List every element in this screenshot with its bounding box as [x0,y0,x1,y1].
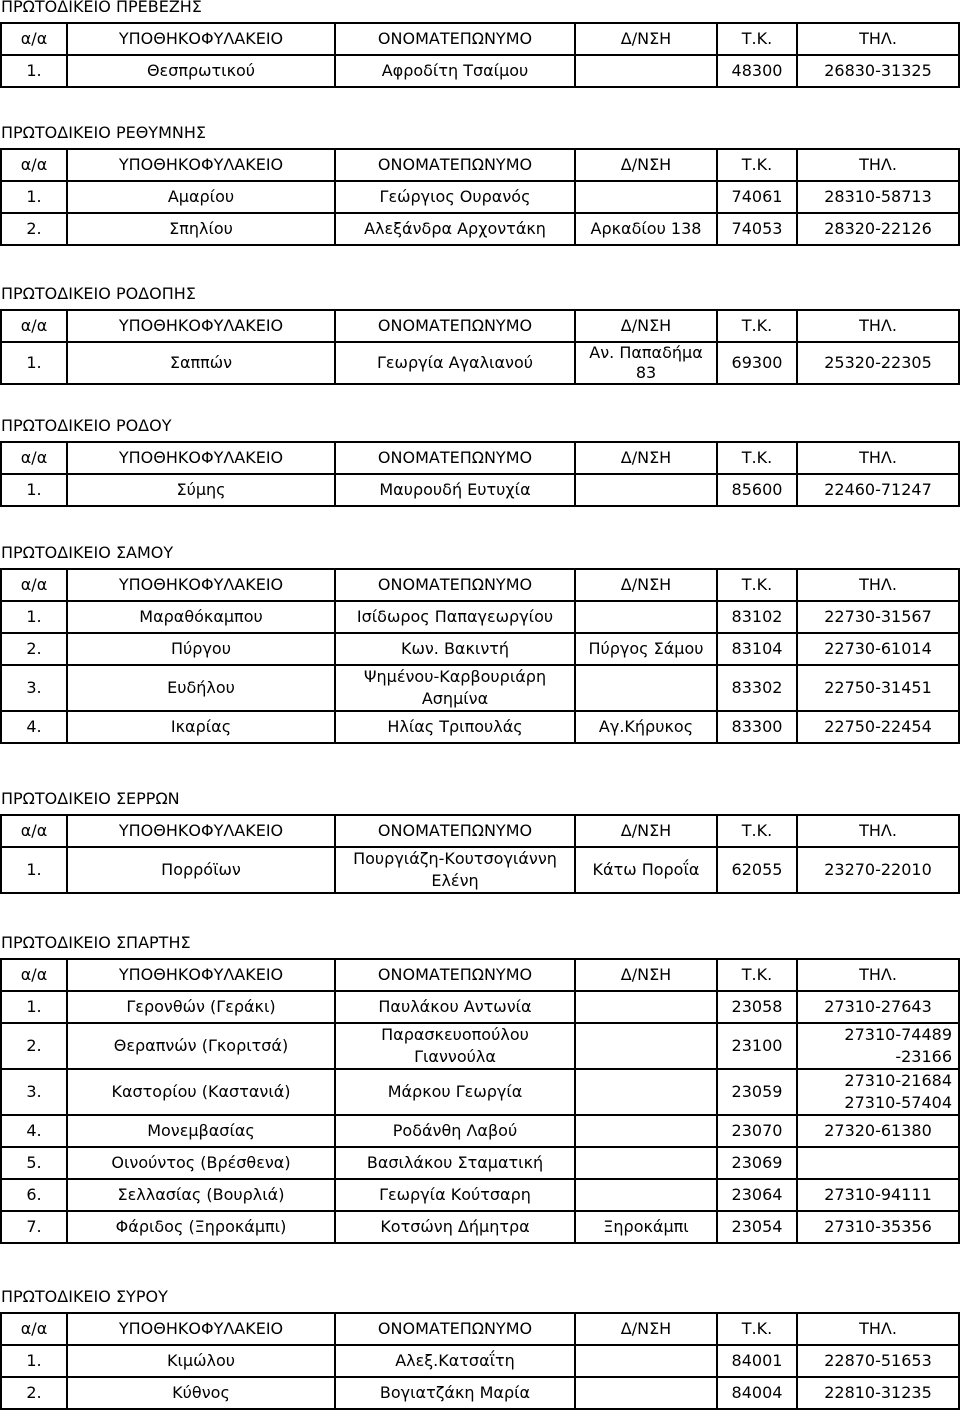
cell-num: 1. [1,55,67,87]
cell-name: Αλεξ.Κατσαΐτη [335,1345,575,1377]
cell-office: Πύργου [67,633,335,665]
cell-phone: 27310-74489 -23166 [797,1023,959,1069]
registry-table [0,1312,960,1410]
cell-num: 2. [1,213,67,245]
cell-office: Φάριδος (Ξηροκάμπι) [67,1211,335,1243]
column-header-num: α/α [1,815,67,847]
column-header-name: ΟΝΟΜΑΤΕΠΩΝΥΜΟ [335,149,575,181]
cell-office: Ικαρίας [67,711,335,743]
cell-name: Παρασκευοπούλου Γιαννούλα [335,1023,575,1069]
table-row [1,711,959,743]
cell-postal: 83300 [717,711,797,743]
table-row [1,1147,959,1179]
column-header-name: ΟΝΟΜΑΤΕΠΩΝΥΜΟ [335,23,575,55]
cell-phone: 26830-31325 [797,55,959,87]
cell-name: Κοτσώνη Δήμητρα [335,1211,575,1243]
column-header-name: ΟΝΟΜΑΤΕΠΩΝΥΜΟ [335,569,575,601]
cell-office: Σαππών [67,342,335,384]
cell-name: Βογιατζάκη Μαρία [335,1377,575,1409]
column-header-postal: Τ.Κ. [717,23,797,55]
column-header-num: α/α [1,310,67,342]
column-header-address: Δ/ΝΣΗ [575,310,717,342]
column-header-name: ΟΝΟΜΑΤΕΠΩΝΥΜΟ [335,959,575,991]
cell-postal: 84004 [717,1377,797,1409]
column-header-address: Δ/ΝΣΗ [575,815,717,847]
column-header-postal: Τ.Κ. [717,1313,797,1345]
registry-table [0,22,960,88]
cell-phone: 22750-22454 [797,711,959,743]
table-header-row [1,1313,959,1345]
cell-num: 4. [1,711,67,743]
cell-phone [797,1147,959,1179]
cell-num: 1. [1,474,67,506]
cell-office: Μονεμβασίας [67,1115,335,1147]
cell-num: 7. [1,1211,67,1243]
cell-address: Αγ.Κήρυκος [575,711,717,743]
cell-office: Καστορίου (Καστανιά) [67,1069,335,1115]
cell-office: Ευδήλου [67,665,335,711]
cell-address [575,665,717,711]
column-header-name: ΟΝΟΜΑΤΕΠΩΝΥΜΟ [335,310,575,342]
cell-num: 2. [1,633,67,665]
cell-office: Θεραπνών (Γκοριτσά) [67,1023,335,1069]
column-header-postal: Τ.Κ. [717,310,797,342]
section-title: ΠΡΩΤΟΔΙΚΕΙΟ ΣΠΑΡΤΗΣ [1,933,191,952]
cell-num: 3. [1,665,67,711]
column-header-phone: ΤΗΛ. [797,310,959,342]
table-row [1,991,959,1023]
column-header-address: Δ/ΝΣΗ [575,959,717,991]
cell-postal: 74061 [717,181,797,213]
column-header-phone: ΤΗΛ. [797,23,959,55]
column-header-num: α/α [1,149,67,181]
section-title: ΠΡΩΤΟΔΙΚΕΙΟ ΣΑΜΟΥ [1,543,174,562]
cell-postal: 85600 [717,474,797,506]
cell-num: 1. [1,1345,67,1377]
table-row [1,1345,959,1377]
table-header-row [1,815,959,847]
table-row [1,1179,959,1211]
column-header-postal: Τ.Κ. [717,442,797,474]
table-row [1,1377,959,1409]
cell-address [575,1345,717,1377]
column-header-phone: ΤΗΛ. [797,569,959,601]
cell-address: Αν. Παπαδήμα 83 [575,342,717,384]
cell-phone: 22870-51653 [797,1345,959,1377]
cell-num: 2. [1,1023,67,1069]
column-header-postal: Τ.Κ. [717,149,797,181]
cell-num: 6. [1,1179,67,1211]
cell-postal: 69300 [717,342,797,384]
cell-name: Πουργιάζη-Κουτσογιάννη Ελένη [335,847,575,893]
cell-address: Κάτω Πορoΐα [575,847,717,893]
table-row [1,474,959,506]
cell-num: 1. [1,991,67,1023]
cell-postal: 62055 [717,847,797,893]
cell-address [575,1147,717,1179]
section-title: ΠΡΩΤΟΔΙΚΕΙΟ ΡΕΘΥΜΝΗΣ [1,123,206,142]
column-header-address: Δ/ΝΣΗ [575,1313,717,1345]
column-header-num: α/α [1,1313,67,1345]
cell-office: Γερονθών (Γεράκι) [67,991,335,1023]
registry-table [0,148,960,246]
column-header-phone: ΤΗΛ. [797,442,959,474]
cell-address [575,474,717,506]
table-header-row [1,149,959,181]
cell-num: 2. [1,1377,67,1409]
cell-office: Σελλασίας (Βουρλιά) [67,1179,335,1211]
column-header-num: α/α [1,23,67,55]
cell-phone: 25320-22305 [797,342,959,384]
cell-office: Σύμης [67,474,335,506]
cell-phone: 28310-58713 [797,181,959,213]
registry-table [0,814,960,894]
cell-postal: 23059 [717,1069,797,1115]
column-header-postal: Τ.Κ. [717,569,797,601]
cell-name: Γεωργία Κούτσαρη [335,1179,575,1211]
cell-postal: 48300 [717,55,797,87]
table-row [1,213,959,245]
cell-name: Ισίδωρος Παπαγεωργίου [335,601,575,633]
cell-address [575,1179,717,1211]
cell-name: Κων. Βακιντή [335,633,575,665]
column-header-office: ΥΠΟΘΗΚΟΦΥΛΑΚΕΙΟ [67,310,335,342]
cell-num: 1. [1,342,67,384]
cell-postal: 23070 [717,1115,797,1147]
cell-address: Αρκαδίου 138 [575,213,717,245]
table-row [1,601,959,633]
cell-postal: 74053 [717,213,797,245]
cell-phone: 22730-61014 [797,633,959,665]
cell-postal: 83104 [717,633,797,665]
table-row [1,1115,959,1147]
table-header-row [1,23,959,55]
column-header-phone: ΤΗΛ. [797,149,959,181]
cell-address [575,991,717,1023]
table-header-row [1,569,959,601]
cell-phone: 22750-31451 [797,665,959,711]
cell-office: Αμαρίου [67,181,335,213]
column-header-name: ΟΝΟΜΑΤΕΠΩΝΥΜΟ [335,815,575,847]
cell-office: Πορρόϊων [67,847,335,893]
cell-address: Πύργος Σάμου [575,633,717,665]
table-header-row [1,310,959,342]
cell-phone: 22810-31235 [797,1377,959,1409]
table-row [1,342,959,384]
cell-office: Οινούντος (Βρέσθενα) [67,1147,335,1179]
cell-name: Γεωργία Αγαλιανού [335,342,575,384]
cell-num: 1. [1,181,67,213]
cell-name: Αλεξάνδρα Αρχοντάκη [335,213,575,245]
section-title: ΠΡΩΤΟΔΙΚΕΙΟ ΡΟΔΟΥ [1,416,172,435]
column-header-office: ΥΠΟΘΗΚΟΦΥΛΑΚΕΙΟ [67,442,335,474]
cell-office: Μαραθόκαμπου [67,601,335,633]
column-header-address: Δ/ΝΣΗ [575,149,717,181]
cell-name: Αφροδίτη Τσαίμου [335,55,575,87]
section-title: ΠΡΩΤΟΔΙΚΕΙΟ ΡΟΔΟΠΗΣ [1,284,196,303]
column-header-address: Δ/ΝΣΗ [575,569,717,601]
table-row [1,181,959,213]
cell-address: Ξηροκάμπι [575,1211,717,1243]
cell-address [575,55,717,87]
column-header-num: α/α [1,959,67,991]
cell-name: Μάρκου Γεωργία [335,1069,575,1115]
cell-postal: 23069 [717,1147,797,1179]
cell-phone: 22730-31567 [797,601,959,633]
column-header-name: ΟΝΟΜΑΤΕΠΩΝΥΜΟ [335,1313,575,1345]
section-title: ΠΡΩΤΟΔΙΚΕΙΟ ΣΕΡΡΩΝ [1,789,180,808]
registry-table [0,568,960,744]
cell-office: Κύθνος [67,1377,335,1409]
cell-phone: 28320-22126 [797,213,959,245]
cell-phone: 27310-27643 [797,991,959,1023]
table-row [1,1023,959,1069]
table-row [1,55,959,87]
cell-address [575,1377,717,1409]
column-header-phone: ΤΗΛ. [797,959,959,991]
column-header-office: ΥΠΟΘΗΚΟΦΥΛΑΚΕΙΟ [67,569,335,601]
cell-phone: 23270-22010 [797,847,959,893]
cell-postal: 23054 [717,1211,797,1243]
registry-table [0,309,960,385]
cell-name: Γεώργιος Ουρανός [335,181,575,213]
cell-postal: 23064 [717,1179,797,1211]
table-row [1,665,959,711]
table-row [1,1211,959,1243]
cell-postal: 83302 [717,665,797,711]
registry-table [0,441,960,507]
table-header-row [1,442,959,474]
cell-num: 3. [1,1069,67,1115]
cell-num: 1. [1,847,67,893]
section-title: ΠΡΩΤΟΔΙΚΕΙΟ ΣΥΡΟΥ [1,1287,168,1306]
cell-address [575,181,717,213]
cell-name: Παυλάκου Αντωνία [335,991,575,1023]
column-header-office: ΥΠΟΘΗΚΟΦΥΛΑΚΕΙΟ [67,959,335,991]
cell-num: 4. [1,1115,67,1147]
cell-phone: 27310-21684 27310-57404 [797,1069,959,1115]
cell-address [575,1069,717,1115]
cell-name: Ροδάνθη Λαβού [335,1115,575,1147]
column-header-phone: ΤΗΛ. [797,815,959,847]
column-header-office: ΥΠΟΘΗΚΟΦΥΛΑΚΕΙΟ [67,23,335,55]
column-header-phone: ΤΗΛ. [797,1313,959,1345]
cell-address [575,1115,717,1147]
column-header-office: ΥΠΟΘΗΚΟΦΥΛΑΚΕΙΟ [67,1313,335,1345]
cell-phone: 27310-35356 [797,1211,959,1243]
cell-office: Κιμώλου [67,1345,335,1377]
section-title: ΠΡΩΤΟΔΙΚΕΙΟ ΠΡΕΒΕΖΗΣ [1,0,202,16]
cell-phone: 27310-94111 [797,1179,959,1211]
cell-postal: 23058 [717,991,797,1023]
cell-office: Θεσπρωτικού [67,55,335,87]
cell-phone: 27320-61380 [797,1115,959,1147]
table-row [1,633,959,665]
cell-name: Μαυρουδή Ευτυχία [335,474,575,506]
registry-table [0,958,960,1244]
column-header-num: α/α [1,442,67,474]
cell-postal: 23100 [717,1023,797,1069]
cell-address [575,1023,717,1069]
column-header-num: α/α [1,569,67,601]
cell-name: Ψημένου-Καρβουριάρη Ασημίνα [335,665,575,711]
column-header-office: ΥΠΟΘΗΚΟΦΥΛΑΚΕΙΟ [67,149,335,181]
column-header-postal: Τ.Κ. [717,959,797,991]
cell-office: Σπηλίου [67,213,335,245]
cell-num: 1. [1,601,67,633]
column-header-address: Δ/ΝΣΗ [575,442,717,474]
cell-postal: 83102 [717,601,797,633]
cell-name: Ηλίας Τριπουλάς [335,711,575,743]
cell-num: 5. [1,1147,67,1179]
column-header-address: Δ/ΝΣΗ [575,23,717,55]
table-row [1,847,959,893]
column-header-name: ΟΝΟΜΑΤΕΠΩΝΥΜΟ [335,442,575,474]
cell-phone: 22460-71247 [797,474,959,506]
cell-address [575,601,717,633]
column-header-office: ΥΠΟΘΗΚΟΦΥΛΑΚΕΙΟ [67,815,335,847]
cell-name: Βασιλάκου Σταματική [335,1147,575,1179]
column-header-postal: Τ.Κ. [717,815,797,847]
table-header-row [1,959,959,991]
cell-postal: 84001 [717,1345,797,1377]
table-row [1,1069,959,1115]
